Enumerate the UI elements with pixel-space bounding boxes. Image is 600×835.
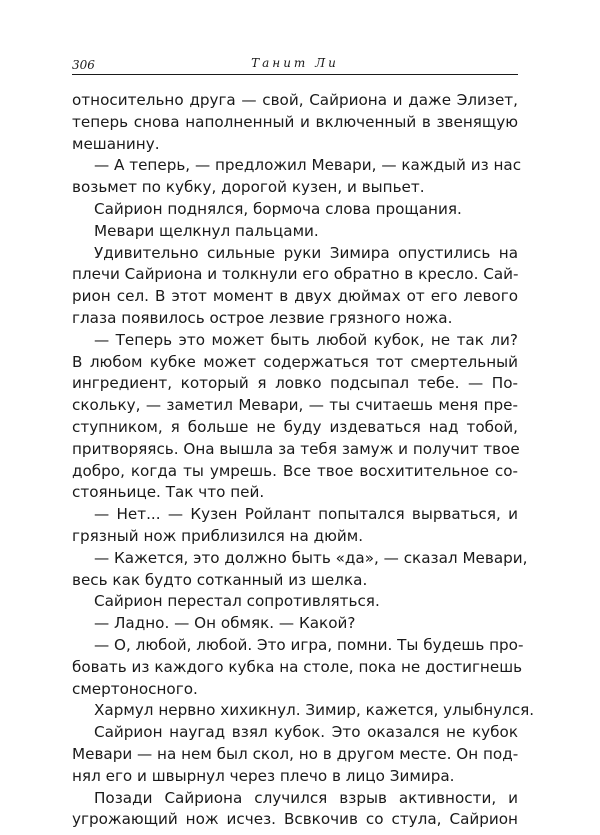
text-line: — Кажется, это должно быть «да», — сказал Мевари, <box>94 548 528 567</box>
text-line: Мевари — на нем был скол, но в другом месте. Он под- <box>72 744 519 763</box>
paragraph <box>72 722 518 787</box>
paragraph <box>72 330 518 504</box>
paragraph <box>72 504 518 548</box>
text-line: Сайрион поднялся, бормоча слова прощания. <box>94 199 462 218</box>
header-rule <box>72 74 518 75</box>
paragraph <box>72 613 518 635</box>
text-line: Мевари щелкнул пальцами. <box>94 221 319 240</box>
paragraph <box>72 548 528 592</box>
text-line: возьмет по кубку, дорогой кузен, и выпьет. <box>72 178 425 197</box>
text-line: Хармул нервно хихикнул. Зимир, кажется, улыбнулся. <box>94 701 535 720</box>
paragraph <box>72 90 518 155</box>
paragraph <box>72 243 518 330</box>
paragraph <box>72 788 518 832</box>
text-line: смертоносного. <box>72 679 198 698</box>
text-line: скольку, — заметил Мевари, — ты считаешь меня пре- <box>72 396 518 415</box>
text-line: — Ладно. — Он обмяк. — Какой? <box>94 614 356 633</box>
text-line: теперь снова наполненный и включенный в звенящую <box>72 112 518 131</box>
text-line: В любом кубке может содержаться тот смертельный <box>72 352 518 371</box>
page-number: 306 <box>72 58 95 72</box>
text-line: Сайрион перестал сопротивляться. <box>94 592 380 611</box>
paragraph <box>72 155 522 199</box>
text-line: — Нет... — Кузен Ройлант попытался вырваться, и <box>94 505 518 524</box>
text-line: Сайрион наугад взял кубок. Это оказался не кубок <box>94 723 518 742</box>
paragraph <box>72 221 518 243</box>
text-line: бовать из каждого кубка на столе, пока не достигнешь <box>72 657 523 676</box>
text-line: угрожающий нож исчез. Всвкочив со стула, Сайрион <box>72 810 518 829</box>
text-line: весь как будто сотканный из шелка. <box>72 570 368 589</box>
text-line: — А теперь, — предложил Мевари, — каждый из нас <box>94 156 522 175</box>
text-line: — Теперь это может быть любой кубок, не так ли? <box>94 330 518 349</box>
text-line: нял его и швырнул через плечо в лицо Зимира. <box>72 766 455 785</box>
paragraph <box>72 635 524 700</box>
paragraph <box>72 591 518 613</box>
text-line: грязный нож приблизился на дюйм. <box>72 526 364 545</box>
body-text <box>72 90 535 831</box>
text-line: ингредиент, который я ловко подсыпал тебе. — По- <box>72 374 518 393</box>
text-line: мешанину. <box>72 134 160 153</box>
paragraph <box>72 700 535 722</box>
text-line: Позади Сайриона случился взрыв активности, и <box>94 788 518 807</box>
paragraph <box>72 199 518 221</box>
text-line: Удивительно сильные руки Зимира опустились на <box>94 243 518 262</box>
text-line: относительно друга — свой, Сайриона и даже Элизет, <box>72 91 518 109</box>
text-line: ступником, я больше не буду издеваться над тобой, <box>72 417 518 436</box>
running-header <box>72 44 518 74</box>
text-line: стояньице. Так что пей. <box>72 483 265 502</box>
text-line: плечи Сайриона и толкнули его обратно в кресло. Сай- <box>72 265 519 284</box>
running-title: Танит Ли <box>251 56 339 70</box>
text-line: притворяясь. Она вышла за тебя замуж и получит твое <box>72 439 520 458</box>
text-line: — О, любой, любой. Это игра, помни. Ты будешь про- <box>94 635 524 654</box>
text-line: глаза появилось острое лезвие грязного ножа. <box>72 308 453 327</box>
text-line: рион сел. В этот момент в двух дюймах от его левого <box>72 287 518 306</box>
text-line: добро, когда ты умрешь. Все твое восхитительное со- <box>72 461 518 480</box>
